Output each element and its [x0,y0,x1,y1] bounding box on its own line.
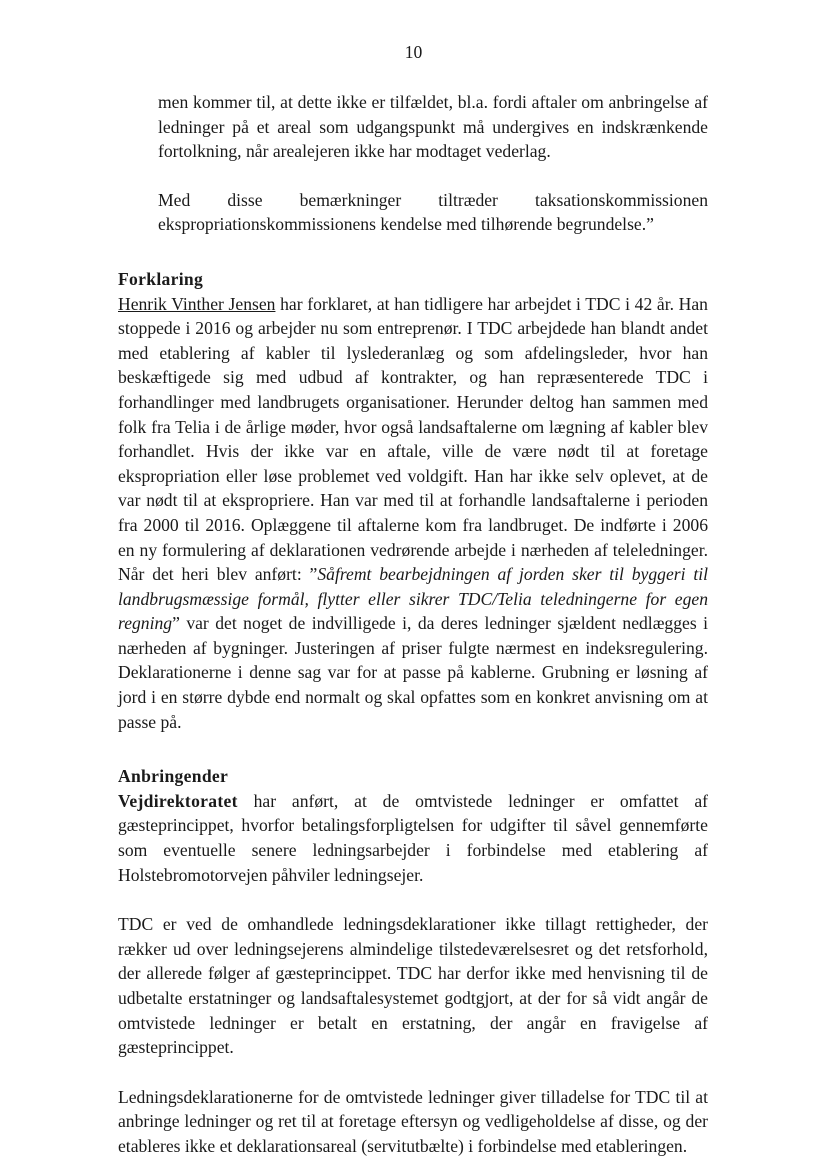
section-heading-anbringender: Anbringender [118,766,229,787]
document-body [118,90,708,1159]
forklaring-quoted-text: Såfremt bearbejdningen af jorden sker til byggeri til landbrugsmæssige formål, flytter eller sikrer TDC/Telia teledningerne for egen regning [118,564,708,634]
witness-name: Henrik Vinther Jensen [118,293,276,314]
anbringender-text-1: har anført, at de omtvistede ledninger er omfattet af gæsteprincippet, hvorfor betalingsforpligtelsen for udgifter til såvel gennemførte som eventuelle senere ledningsarbejder i forbindelse med etablering af Holstebromotorvejen påhviler ledningsejer. [118,790,708,885]
quote-paragraph-2: Med disse bemærkninger tiltræder taksationskommissionen ekspropriationskommissionens kendelse med tilhørende begrundelse.” [158,189,708,235]
forklaring-text-1: har forklaret, at han tidligere har arbejdet i TDC i 42 år. Han stoppede i 2016 og arbejder nu som entreprenør. I TDC arbejdede han blandt andet med etablering af kabler til lyslederanlæg og som afdelingsleder, hvor han beskæftigede sig med udbud af kontrakter, og han repræsenterede TDC i forhandlinger med landbrugets organisationer. Herunder deltog han sammen med folk fra Telia i de årlige møder, hvor også landsaftalerne om lægning af kabler blev forhandlet. Hvis der ikke var en aftale, ville de være nødt til at foretage ekspropriation eller løse problemet ved voldgift. Han har ikke selv oplevet, at de var nødt til at ekspropriere. Han var med til at forhandle landsaftalerne i perioden fra 2000 til 2016. Oplæggene til aftalerne kom fra landbruget. De indførte i 2006 en ny formulering af deklarationen vedrørende arbejde i nærheden af teleledninger. Når det heri blev anført: ” [118,293,708,585]
anbringender-paragraph-3: Ledningsdeklarationerne for de omtvistede ledninger giver tilladelse for TDC til at anbringe ledninger og ret til at foretage eftersyn og vedligeholdelse af disse, og der etableres ikke et deklarationsareal (servitutbælte) i forbindelse med etableringen. [118,1086,708,1156]
anbringender-paragraph-1 [118,789,708,887]
party-name: Vejdirektoratet [118,790,238,811]
page-number: 10 [404,42,423,62]
quoted-ruling [158,90,708,237]
forklaring-text-2: ” var det noget de indvilligede i, da deres ledninger sjældent nedlægges i nærheden af bygninger. Justeringen af priser fulgte nærmest en indeksregulering. Deklarationerne i denne sag var for at passe på kablerne. Grubning er løsning af jord i en større dybde end normalt og skal opfattes som en konkret anvisning om at passe på. [118,613,708,732]
forklaring-paragraph [118,292,708,735]
anbringender-paragraph-2: TDC er ved de omhandlede ledningsdeklarationer ikke tillagt rettigheder, der rækker ud over ledningsejerens almindelige tilstedeværelsesret og det retsforhold, der allerede følger af gæsteprincippet. TDC har derfor ikke med henvisning til de udbetalte erstatninger og landsaftalesystemet godtgjort, at der for så vidt angår de omtvistede ledninger er betalt en erstatning, der angår en fravigelse af gæsteprincippet. [118,914,708,1058]
section-heading-forklaring: Forklaring [118,268,204,289]
quote-paragraph-1: men kommer til, at dette ikke er tilfældet, bl.a. fordi aftaler om anbringelse af ledninger på et areal som udgangspunkt må undergives en indskrænkende fortolkning, når arealejeren ikke har modtaget vederlag. [158,92,708,162]
